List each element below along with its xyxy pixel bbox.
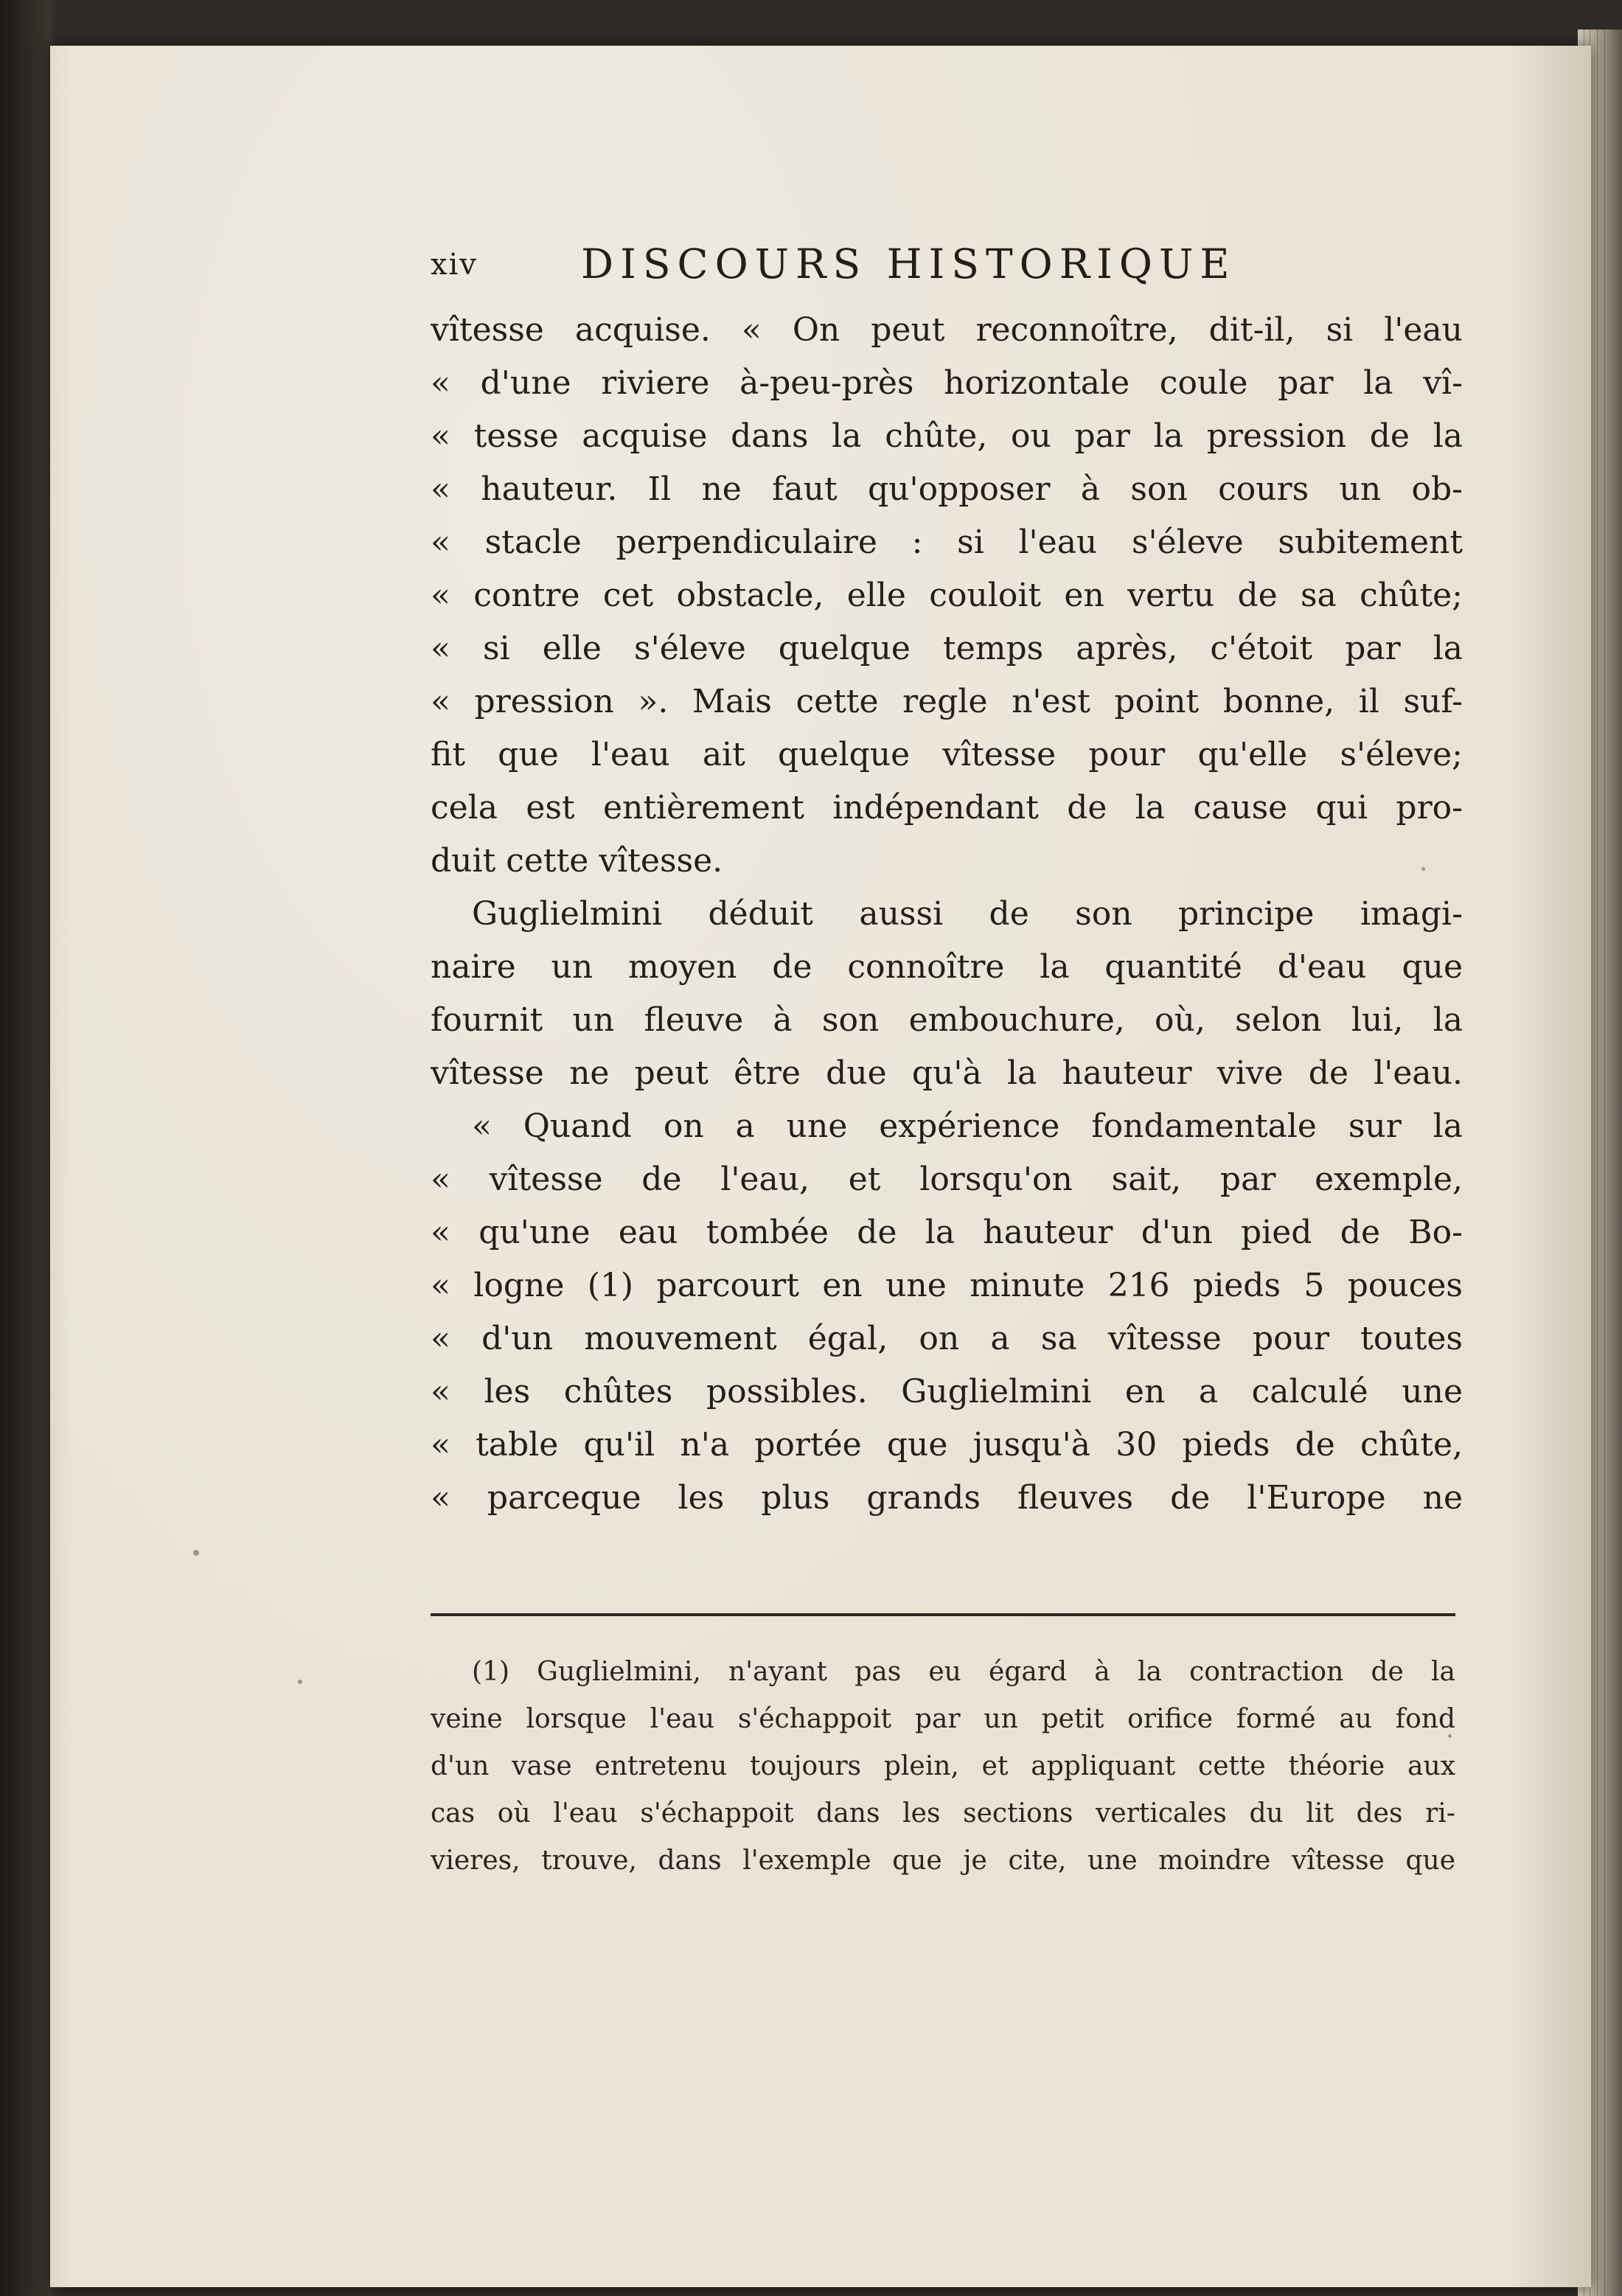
body-line: « contre cet obstacle, elle couloit en vertu de sa chûte; <box>431 577 1463 614</box>
footnote-line: cas où l'eau s'échappoit dans les sections verticales du lit des ri- <box>431 1798 1455 1829</box>
body-line: « tesse acquise dans la chûte, ou par la pression de la <box>431 417 1463 455</box>
footnote-line: vieres, trouve, dans l'exemple que je cite, une moindre vîtesse que <box>431 1846 1455 1876</box>
body-line: « d'une riviere à-peu-près horizontale coule par la vî- <box>431 364 1463 402</box>
body-line: « les chûtes possibles. Guglielmini en a calculé une <box>431 1373 1463 1410</box>
body-line: « qu'une eau tombée de la hauteur d'un pied de Bo- <box>431 1214 1463 1251</box>
body-line: fournit un fleuve à son embouchure, où, selon lui, la <box>431 1001 1463 1039</box>
body-line: duit cette vîtesse. <box>431 842 723 880</box>
body-line: fit que l'eau ait quelque vîtesse pour qu'elle s'éleve; <box>431 736 1463 773</box>
footnotes <box>431 1649 1455 1885</box>
body-line: « logne (1) parcourt en une minute 216 pieds 5 pouces <box>431 1267 1463 1304</box>
footnote-line: d'un vase entretenu toujours plein, et appliquant cette théorie aux <box>431 1751 1455 1781</box>
body-line: « pression ». Mais cette regle n'est point bonne, il suf- <box>431 683 1463 720</box>
footnote-line: veine lorsque l'eau s'échappoit par un petit orifice formé au fond <box>431 1704 1455 1734</box>
body-line: « parceque les plus grands fleuves de l'Europe ne <box>431 1479 1463 1517</box>
page-text-block <box>431 237 1463 1525</box>
page-header <box>431 237 1463 304</box>
body-line: « table qu'il n'a portée que jusqu'à 30 pieds de chûte, <box>431 1426 1463 1464</box>
footnote-rule <box>431 1613 1455 1616</box>
body-line: vîtesse acquise. « On peut reconnoître, dit-il, si l'eau <box>431 311 1463 349</box>
running-head: DISCOURS HISTORIQUE <box>581 240 1236 288</box>
footnote-line: (1) Guglielmini, n'ayant pas eu égard à la contraction de la <box>472 1657 1455 1687</box>
body-line: « hauteur. Il ne faut qu'opposer à son cours un ob- <box>431 470 1463 508</box>
body-line: « si elle s'éleve quelque temps après, c'étoit par la <box>431 630 1463 667</box>
body-line: « d'un mouvement égal, on a sa vîtesse pour toutes <box>431 1320 1463 1357</box>
body-line: cela est entièrement indépendant de la cause qui pro- <box>431 789 1463 827</box>
page-number: xiv <box>431 248 478 282</box>
body-line: « vîtesse de l'eau, et lorsqu'on sait, par exemple, <box>431 1161 1463 1198</box>
body-line: naire un moyen de connoître la quantité d'eau que <box>431 948 1463 986</box>
body-text <box>431 304 1463 1525</box>
body-line: « stacle perpendiculaire : si l'eau s'éleve subitement <box>431 523 1463 561</box>
body-line: « Quand on a une expérience fondamentale sur la <box>472 1107 1463 1145</box>
body-line: Guglielmini déduit aussi de son principe imagi- <box>472 895 1463 933</box>
body-line: vîtesse ne peut être due qu'à la hauteur vive de l'eau. <box>431 1054 1463 1092</box>
